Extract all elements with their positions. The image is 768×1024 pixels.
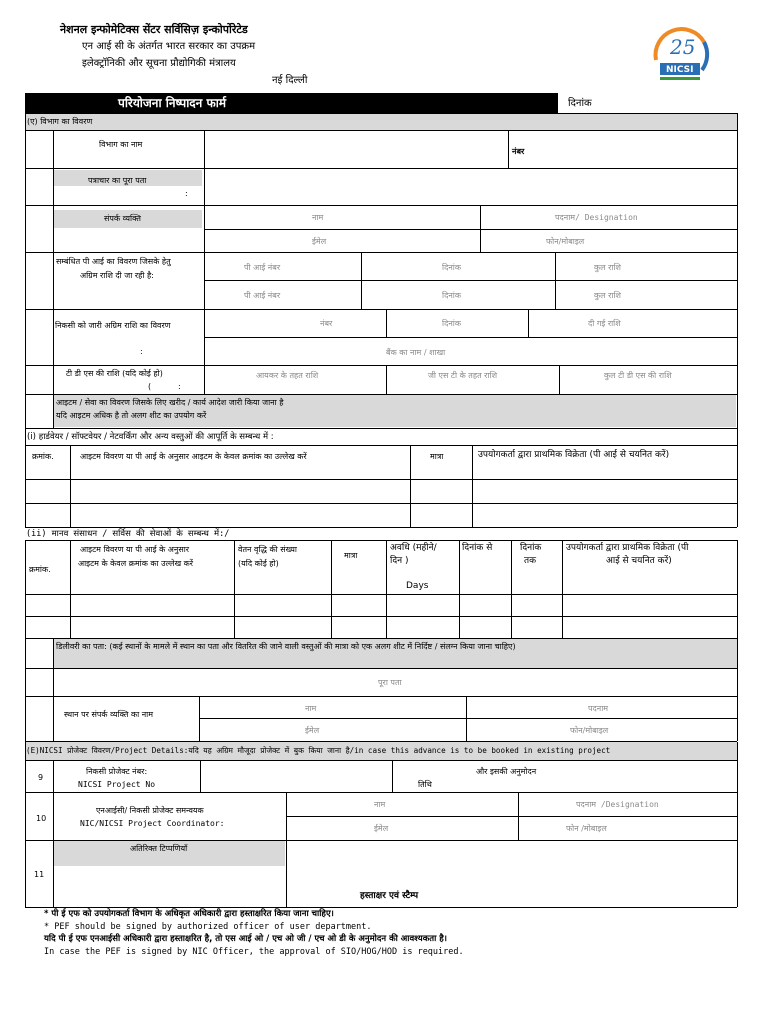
pi-amount-placeholder-1[interactable]: कुल राशि bbox=[594, 263, 621, 272]
delivery-address-placeholder[interactable]: पूरा पता bbox=[378, 678, 402, 687]
project-number-field[interactable] bbox=[202, 762, 390, 790]
nicsi-logo-icon bbox=[648, 18, 712, 88]
section-ii-col-days: Days bbox=[406, 581, 429, 591]
footer-note-3: यदि पी ई एफ एनआईसी अधिकारी द्वारा हस्ताक्षरित है, तो एस आई ओ / एच ओ जी / एच ओ डी के अनुमोदन की आवश्यकता है। bbox=[44, 934, 447, 944]
coordinator-email-placeholder[interactable]: ईमेल bbox=[374, 824, 389, 833]
row-9-label-2: NICSI Project No bbox=[78, 780, 156, 789]
delivery-designation-placeholder[interactable]: पदनाम bbox=[588, 704, 609, 713]
org-subtitle-1: एन आई सी के अंतर्गत भारत सरकार का उपक्रम bbox=[82, 41, 256, 52]
row-10-label-2: NIC/NICSI Project Coordinator: bbox=[80, 819, 225, 828]
section-ii-col-item-2: आइटम के केवल क्रमांक का उल्लेख करें bbox=[78, 559, 194, 568]
org-subtitle-2: इलेक्ट्रॉनिकी और सूचना प्रौद्योगिकी मंत्रालय bbox=[82, 58, 236, 69]
section-ii-col-from: दिनांक से bbox=[462, 543, 493, 553]
tds-income-placeholder[interactable]: आयकर के तहत राशि bbox=[256, 371, 319, 380]
pi-no-placeholder-2[interactable]: पी आई नंबर bbox=[244, 291, 281, 300]
section-i-col-item: आइटम विवरण या पी आई के अनुसार आइटम के केवल क्रमांक का उल्लेख करें bbox=[80, 452, 307, 461]
section-a-header bbox=[25, 114, 737, 130]
delivery-contact-label: स्थान पर संपर्क व्यक्ति का नाम bbox=[64, 710, 154, 719]
contact-designation-placeholder[interactable]: पदनाम/ Designation bbox=[555, 213, 638, 222]
tds-gst-placeholder[interactable]: जी एस टी के तहत राशि bbox=[428, 371, 498, 380]
pi-date-placeholder-2[interactable]: दिनांक bbox=[442, 291, 461, 300]
bank-placeholder[interactable]: बैंक का नाम / शाखा bbox=[386, 348, 446, 357]
logo-number: 25 bbox=[670, 35, 696, 59]
section-i-col-sno: क्रमांक. bbox=[32, 452, 54, 461]
dept-name-field[interactable] bbox=[206, 132, 506, 166]
section-i-title: (i) हार्डवेयर / सॉफ्टवेयर / नेटवर्किंग और अन्य वस्तुओं की आपूर्ति के सम्बन्ध में : bbox=[27, 432, 274, 442]
org-city: नई दिल्ली bbox=[272, 75, 308, 86]
number-field[interactable] bbox=[540, 132, 735, 166]
section-i-row-2[interactable] bbox=[27, 505, 735, 525]
section-ii-title: (ii) मानव संसाधन / सर्विस की सेवाओं के सम्बन्ध में:/ bbox=[26, 529, 230, 539]
tds-label-colon: : bbox=[178, 382, 181, 391]
section-ii-col-vendor-2: आई से चयनित करें) bbox=[606, 556, 672, 566]
row-10-label-1: एनआईसी/ निकसी प्रोजेक्ट समन्वयक bbox=[96, 806, 204, 815]
release-number-placeholder[interactable]: नंबर bbox=[320, 319, 333, 328]
contact-email-placeholder[interactable]: ईमेल bbox=[312, 237, 327, 246]
pi-date-placeholder-1[interactable]: दिनांक bbox=[442, 263, 461, 272]
org-name: नेशनल इन्फोमेटिक्स सेंटर सर्विसिज़ इन्कोर्पोरेटेड bbox=[60, 23, 248, 36]
pi-amount-placeholder-2[interactable]: कुल राशि bbox=[594, 291, 621, 300]
coordinator-designation-placeholder[interactable]: पदनाम /Designation bbox=[576, 800, 659, 809]
footer-note-2: * PEF should be signed by authorized officer of user department. bbox=[44, 922, 372, 932]
delivery-name-placeholder[interactable]: नाम bbox=[305, 704, 317, 713]
row-9-label-1: निकसी प्रोजेक्ट नंबर: bbox=[86, 767, 148, 776]
section-i-col-qty: मात्रा bbox=[430, 452, 444, 461]
section-i-col-vendor: उपयोगकर्ता द्वारा प्राथमिक विक्रेता (पी आई से चयनित करें) bbox=[478, 450, 670, 460]
section-ii-col-qty: मात्रा bbox=[344, 551, 358, 560]
section-ii-row-2[interactable] bbox=[27, 618, 735, 636]
section-ii-col-vendor-1: उपयोगकर्ता द्वारा प्राथमिक विक्रेता (पी bbox=[566, 543, 689, 553]
release-amount-placeholder[interactable]: दी गई राशि bbox=[588, 319, 621, 328]
contact-phone-placeholder[interactable]: फोन/मोबाइल bbox=[546, 237, 585, 246]
section-e-title: (E)NICSI प्रोजेक्ट विवरण/Project Details:यदि यह अग्रिम मौजूदा प्रोजेक्ट में बुक किया जाना है/in case this advance is to be booked in existing project bbox=[26, 746, 611, 755]
section-ii-col-salary-1: वेतन वृद्धि की संख्या bbox=[238, 545, 298, 554]
release-label: निकसी को जारी अग्रिम राशि का विवरण bbox=[55, 321, 171, 330]
footer-note-1: * पी ई एफ को उपयोगकर्ता विभाग के अधिकृत अधिकारी द्वारा हस्ताक्षरित किया जाना चाहिए। bbox=[44, 909, 334, 919]
remarks-label: अतिरिक्त टिप्पणियाँ bbox=[130, 844, 188, 853]
nicsi-logo bbox=[648, 18, 712, 88]
form-title-bar bbox=[25, 93, 558, 113]
remarks-field[interactable] bbox=[54, 868, 285, 906]
tds-label-line1: टी डी एस की राशि (यदि कोई हो) bbox=[66, 369, 163, 378]
row-9-number: 9 bbox=[38, 773, 44, 782]
pi-label-line2: अग्रिम राशि दी जा रही है: bbox=[80, 271, 154, 280]
contact-name-placeholder[interactable]: नाम bbox=[312, 213, 324, 222]
section-ii-col-duration-2: दिन ) bbox=[390, 556, 409, 566]
coordinator-phone-placeholder[interactable]: फोन /मोबाइल bbox=[566, 824, 607, 833]
item-note-line2: यदि आइटम अधिक है तो अलग शीट का उपयोग करें bbox=[56, 411, 207, 420]
number-label: नंबर bbox=[512, 147, 525, 156]
address-label: पत्राचार का पूरा पता bbox=[88, 176, 147, 185]
pi-label-line1: सम्बंधित पी आई का विवरण जिसके हेतु bbox=[56, 257, 171, 266]
section-ii-col-to-1: दिनांक bbox=[520, 543, 542, 553]
pi-no-placeholder-1[interactable]: पी आई नंबर bbox=[244, 263, 281, 272]
row-10-number: 10 bbox=[36, 814, 47, 823]
release-date-placeholder[interactable]: दिनांक bbox=[442, 319, 461, 328]
footer-note-4: In case the PEF is signed by NIC Officer, the approval of SIO/HOG/HOD is required. bbox=[44, 947, 464, 957]
row-11-number: 11 bbox=[34, 870, 45, 879]
contact-label: संपर्क व्यक्ति bbox=[104, 214, 141, 223]
section-ii-col-sno: क्रमांक. bbox=[29, 565, 51, 574]
address-field[interactable] bbox=[206, 170, 735, 203]
form-title: परियोजना निष्पादन फार्म bbox=[118, 96, 227, 110]
date-label: दिनांक bbox=[568, 98, 592, 109]
item-note-line1: आइटम / सेवा का विवरण जिसके लिए खरीद / कार्य आदेश जारी किया जाना है bbox=[56, 398, 284, 407]
section-ii-col-item-1: आइटम विवरण या पी आई के अनुसार bbox=[80, 545, 190, 554]
logo-text: NICSI bbox=[666, 65, 694, 75]
row-9-approval-label: और इसकी अनुमोदन bbox=[476, 767, 537, 776]
tds-total-placeholder[interactable]: कुल टी डी एस की राशि bbox=[604, 371, 672, 380]
release-colon: : bbox=[140, 347, 143, 356]
delivery-email-placeholder[interactable]: ईमेल bbox=[305, 726, 320, 735]
section-ii-col-salary-2: (यदि कोई हो) bbox=[238, 559, 279, 568]
section-ii-col-duration-1: अवधि (महीने/ bbox=[390, 543, 437, 553]
tds-label-line2: ( bbox=[148, 382, 152, 391]
row-9-date-label: तिथि bbox=[418, 780, 432, 789]
delivery-phone-placeholder[interactable]: फोन/मोबाइल bbox=[570, 726, 609, 735]
dept-name-label: विभाग का नाम bbox=[99, 140, 143, 149]
section-ii-col-to-2: तक bbox=[524, 556, 537, 566]
signature-label: हस्ताक्षर एवं स्टैम्प bbox=[360, 891, 419, 901]
delivery-note: डिलीवरी का पता: (कई स्थानों के मामले में स्थान का पता और वितरित की जाने वाली वस्तुओं की मात्रा को एक अलग शीट में निर्दिष्ट / संलग्न किया जाना चाहिए) bbox=[56, 642, 516, 651]
coordinator-name-placeholder[interactable]: नाम bbox=[374, 800, 386, 809]
address-colon: : bbox=[185, 189, 188, 198]
section-i-row-1[interactable] bbox=[27, 481, 735, 501]
section-ii-row-1[interactable] bbox=[27, 596, 735, 614]
section-a-title: (ए) विभाग का विवरण bbox=[27, 117, 93, 126]
